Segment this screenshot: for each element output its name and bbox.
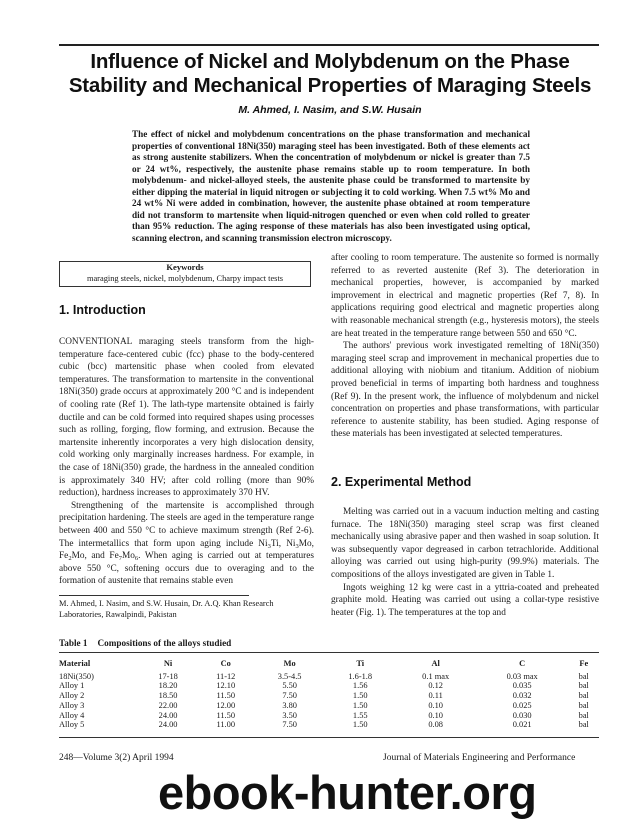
- table-cell: 0.032: [512, 691, 532, 701]
- ppt-sub: 3: [295, 542, 299, 550]
- ppt-sub: 7: [118, 555, 122, 563]
- right-paragraph-2: The authors' previous work investigated remelting of 18Ni(350) maraging steel scrap and improvement in mechanical properties due to additional alloying with niobium and titanium. Addition of niobium proved beneficial in terms of imparting both hardness and toughness (Ref 9). In the present work, the influence of molybdenum and nickel concentration on properties and phase transformations, with particular reference to austenite stability, has been studied. Aging response of these materials has been investigated at selected temperatures.: [331, 341, 599, 440]
- table-cell: 17-18: [158, 671, 178, 681]
- table-cell: 12.00: [216, 700, 236, 710]
- table-cell: 0.1 max: [422, 671, 450, 681]
- table-cell: bal: [578, 671, 589, 681]
- table-cell: 1.55: [352, 710, 368, 720]
- table-header-cell: Al: [431, 659, 440, 668]
- table-cell: bal: [578, 700, 589, 710]
- table-label: Table 1: [59, 638, 88, 648]
- ppt-part: Ni: [258, 538, 268, 549]
- table-cell: 1.56: [352, 681, 368, 691]
- intro-paragraph-2-end: . When aging is carried out at temperatures above 550 °C, softening occurs due to overaging and to the formation of austenite that remains stable even: [59, 551, 314, 587]
- ppt-part: Mo, Fe: [59, 538, 314, 562]
- right-paragraph-1: after cooling to room temperature. The austenite so formed is normally referred to as reverted austenite (Ref 3). The deterioration in mechanical properties, however, is accompanied by marked improvement in electrical and magnetic properties (Ref 7, 8). In applications requiring good electrical and magnetic properties along with reasonable mechanical strength (e.g., hysteresis motors), the steels are heat treated in the temperature range between 550 and 650 °C.: [331, 253, 599, 339]
- table-cell: 22.00: [158, 700, 178, 710]
- table-cell: bal: [578, 720, 589, 730]
- article-title: [40, 50, 620, 98]
- table-header-cell: Ni: [163, 659, 173, 668]
- experimental-paragraph-2: Ingots weighing 12 kg were cast in a yttria-coated and preheated graphite mold. Heating was carried out using a collar-type resistive heater (Fig. 1). The temperatures at the top and: [331, 582, 599, 618]
- right-column: [331, 252, 599, 441]
- title-line-2: Stability and Mechanical Properties of Maraging Steels: [68, 74, 592, 97]
- page-footer-right: Journal of Materials Engineering and Performance: [383, 753, 576, 763]
- ppt-part: Mo, and Fe: [71, 551, 119, 562]
- ppt-part: Ti, Ni: [270, 538, 296, 549]
- table-cell: 18.20: [158, 681, 178, 691]
- table-cell: 11.50: [216, 710, 236, 720]
- table-cell: 18.50: [158, 691, 178, 701]
- table-row: [59, 672, 599, 682]
- table-cell: 18Ni(350): [59, 671, 94, 681]
- keywords-text: maraging steels, nickel, molybdenum, Charpy impact tests: [86, 274, 284, 283]
- section-heading-experimental: 2. Experimental Method: [331, 475, 472, 489]
- table-cell: bal: [578, 681, 589, 691]
- table-cell: 3.80: [282, 700, 297, 710]
- table-header-cell: Material: [59, 659, 91, 668]
- intro-paragraph-2: [59, 500, 314, 588]
- table-header-row: [59, 659, 599, 672]
- table-cell: 7.50: [282, 691, 297, 701]
- ppt-sub: 3: [267, 542, 271, 550]
- table-header-cell: Co: [220, 659, 231, 668]
- table-cell: bal: [578, 710, 589, 720]
- table-row: [59, 720, 599, 730]
- table-cell: bal: [578, 691, 589, 701]
- table-cell: 0.08: [428, 720, 443, 730]
- experimental-paragraph-1: Melting was carried out in a vacuum induction melting and casting furnace. The 18Ni(350) maraging steel scrap was first cleaned mechanically using abrasive paper and then washed in soap solution. It was subsequently vapor degreased in carbon tetrachloride. Additional alloying was carried out using high-purity (99.9%) materials. The compositions of the alloys investigated are given in Table 1.: [331, 507, 599, 580]
- left-column: [59, 336, 314, 588]
- intro-paragraph-2-start: Strengthening of the martensite is accomplished through precipitation hardening. The steels are aged in the temperature range between 400 and 550 °C to achieve maximum strength (Ref 2-6). The intermetallics that form upon aging include: [59, 500, 314, 549]
- table-top-rule: [59, 652, 599, 653]
- table-cell: 1.50: [352, 720, 368, 730]
- table-header-cell: C: [519, 659, 526, 668]
- table-cell: 0.035: [512, 681, 532, 691]
- table-cell: 0.11: [428, 691, 443, 701]
- experimental-column: [331, 506, 599, 619]
- table-cell: 0.021: [512, 720, 532, 730]
- table-cell: 0.030: [512, 710, 532, 720]
- table-header-cell: Ti: [356, 659, 365, 668]
- table-cell: Alloy 3: [59, 700, 85, 710]
- table-cell: 1.50: [352, 700, 368, 710]
- table-row: [59, 711, 599, 721]
- table-cell: 11.50: [216, 691, 236, 701]
- table-cell: 24.00: [158, 710, 178, 720]
- table-cell: 5.50: [282, 681, 297, 691]
- table-cell: 0.025: [512, 700, 532, 710]
- table-cell: 11.00: [216, 720, 236, 730]
- table-cell: 12.10: [216, 681, 236, 691]
- table-cell: 0.10: [428, 710, 443, 720]
- affiliation: M. Ahmed, I. Nasim, and S.W. Husain, Dr. A.Q. Khan Research Laboratories, Rawalpindi, Pakistan: [59, 599, 274, 619]
- composition-table: [59, 659, 599, 730]
- page-footer-left: 248—Volume 3(2) April 1994: [59, 753, 174, 763]
- table-cell: 3.50: [282, 710, 297, 720]
- table-caption: [59, 638, 231, 648]
- table-cell: Alloy 4: [59, 710, 85, 720]
- table-cell: 3.5-4.5: [277, 671, 302, 681]
- table-cell: 7.50: [282, 720, 297, 730]
- table-cell: 1.50: [352, 691, 368, 701]
- table-cell: 11-12: [216, 671, 236, 681]
- table-header-cell: Fe: [579, 659, 589, 668]
- table-title: Compositions of the alloys studied: [97, 638, 232, 648]
- table-cell: 0.12: [428, 681, 443, 691]
- table-cell: Alloy 2: [59, 691, 85, 701]
- title-line-1: Influence of Nickel and Molybdenum on the Phase: [90, 50, 570, 73]
- table-row: [59, 691, 599, 701]
- watermark: ebook-hunter.org: [158, 766, 537, 819]
- title-top-rule: [59, 44, 599, 46]
- table-cell: 24.00: [158, 720, 178, 730]
- authors: M. Ahmed, I. Nasim, and S.W. Husain: [238, 104, 422, 116]
- keywords-box: [59, 261, 311, 287]
- table-cell: 0.10: [428, 700, 443, 710]
- affiliation-rule: [59, 595, 249, 596]
- table-header-cell: Mo: [283, 659, 296, 668]
- abstract: The effect of nickel and molybdenum concentrations on the phase transformation and mechanical properties of conventional 18Ni(350) maraging steel has been investigated. Both of these elements act as strong austenite stabilizers. When the concentration of molybdenum or nickel is greater than 7.5 or 24 wt%, respectively, the austenite phase remains stable up to room temperature. In both molybdenum- and nickel-alloyed steels, the austenite phase could be transformed to martensite by either dipping the material in liquid nitrogen or subjecting it to cold working. When 7.5 wt% Mo and 24 wt% Ni were added in combination, however, the austenite phase obtained at room temperature did not transform to martensite when liquid-nitrogen quenched or even when cold rolled to greater than 95% reduction. The aging response of these materials has also been investigated using optical, scanning electron, and scanning transmission electron microscopy.: [132, 129, 530, 243]
- table-cell: Alloy 1: [59, 681, 85, 691]
- table-cell: Alloy 5: [59, 720, 85, 730]
- table-cell: 1.6-1.8: [348, 671, 373, 681]
- table-row: [59, 701, 599, 711]
- section-heading-introduction: 1. Introduction: [59, 303, 146, 317]
- ppt-part: Mo: [121, 551, 135, 562]
- keywords-title: Keywords: [166, 262, 204, 272]
- table-cell: 0.03 max: [506, 671, 538, 681]
- ppt-sub: 6: [134, 555, 139, 563]
- intro-paragraph-1: CONVENTIONAL maraging steels transform from the high-temperature face-centered cubic (fcc) phase to the body-centered cubic (bcc) martensitic phase when cooled from elevated temperatures. The transformation to martensite in the conventional 18Ni(350) grade occurs at approximately 200 °C and is independent of cooling rate (Ref 1). The lath-type martensite obtained is fairly ductile and can be cold formed into required shapes using processes such as rolling, forging, flow forming, and extrusion. Because the martensite inherently incorporates a very high dislocation density, cold working only marginally increases hardness. For example, in the case of 18Ni(350) grade, the hardness in the annealed condition is approximately 340 HV; after cold rolling (more than 90% reduction), hardness increases to approximately 370 HV.: [59, 337, 314, 499]
- table-bottom-rule: [59, 737, 599, 738]
- ppt-sub: 2: [68, 555, 72, 563]
- table-row: [59, 681, 599, 691]
